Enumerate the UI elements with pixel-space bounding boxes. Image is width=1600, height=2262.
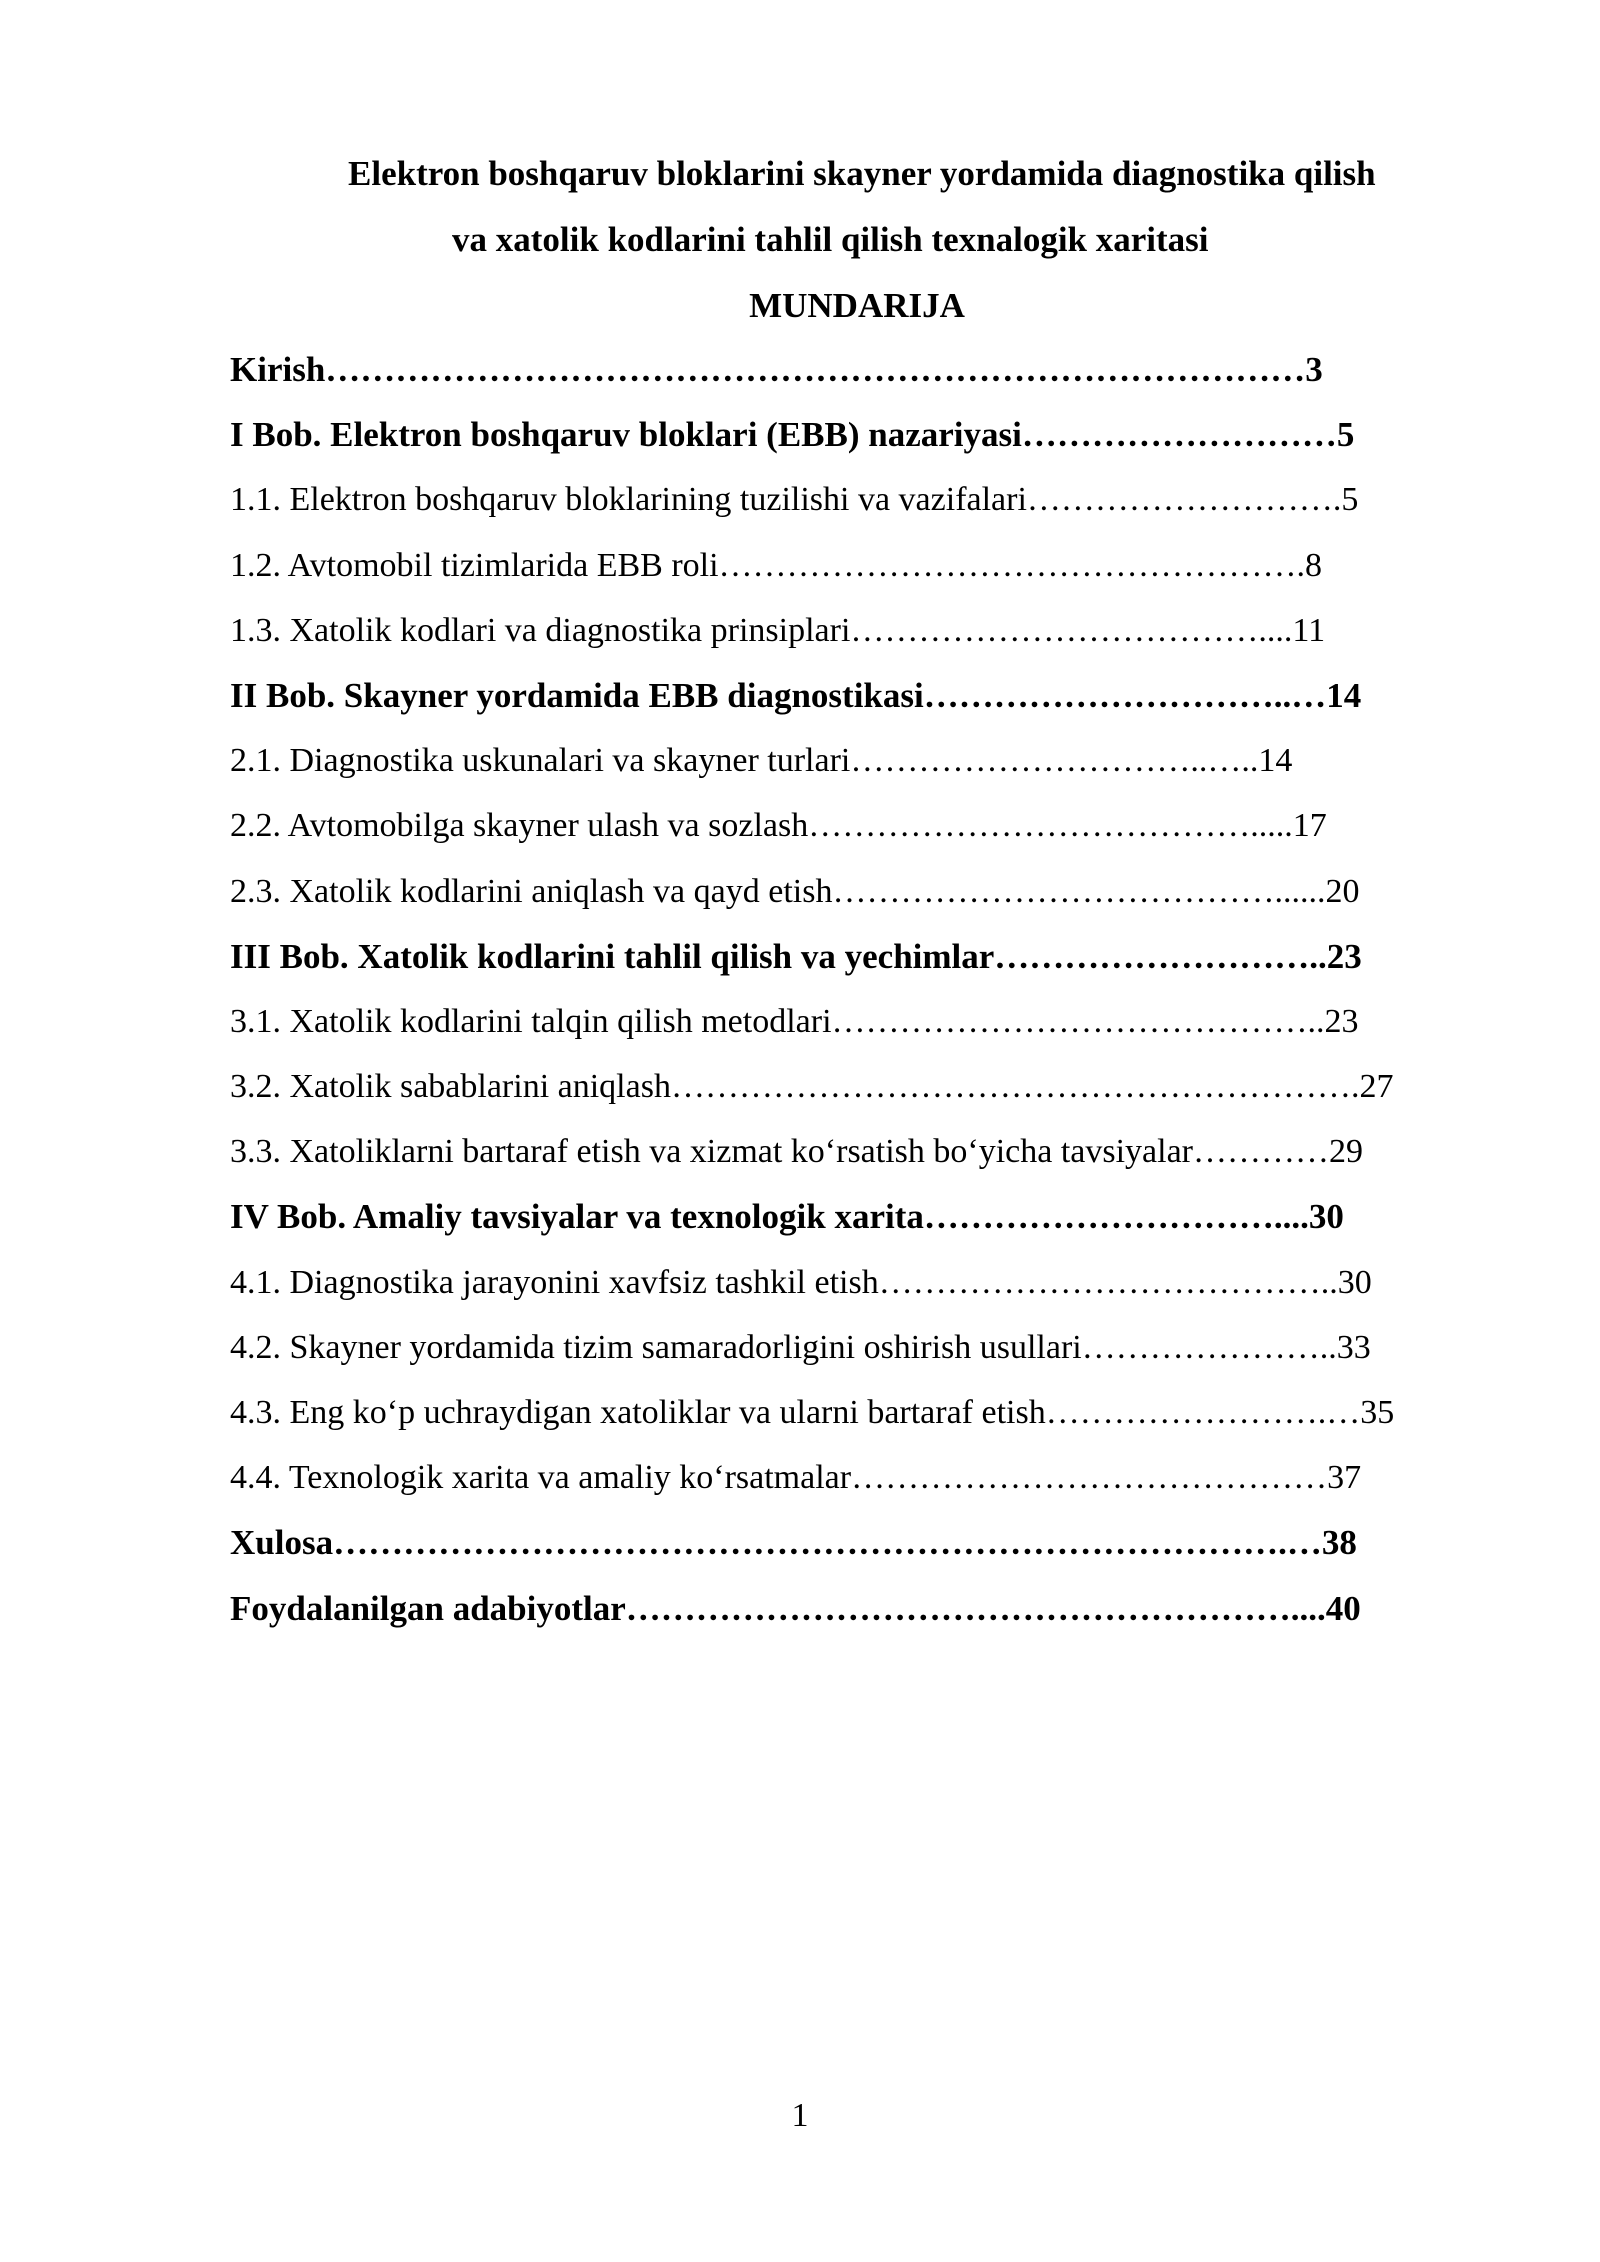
toc-entry-xulosa: Xulosa……………………………………………………………………….…38 <box>230 1523 1357 1563</box>
toc-entry-2-2: 2.2. Avtomobilga skayner ulash va sozlash………………………………….....17 <box>230 807 1327 845</box>
toc-entry-chapter-4: IV Bob. Amaliy tavsiyalar va texnologik xarita…………………………....30 <box>230 1197 1344 1237</box>
title-line-2: va xatolik kodlarini tahlil qilish texnalogik xaritasi <box>452 220 1209 259</box>
contents-heading: MUNDARIJA <box>749 286 965 325</box>
toc-entry-kirish: Kirish…………………………………………………………………………3 <box>230 350 1323 389</box>
toc-entry-3-2: 3.2. Xatolik sabablarini aniqlash…………………………………………………….27 <box>230 1068 1394 1106</box>
table-of-contents <box>230 348 1490 1652</box>
toc-entry-3-1: 3.1. Xatolik kodlarini talqin qilish metodlari……………………………………..23 <box>230 1002 1359 1040</box>
toc-entry-1-1: 1.1. Elektron boshqaruv bloklarining tuzilishi va vazifalari……………………….5 <box>230 481 1359 519</box>
toc-entry-adabiyotlar: Foydalanilgan adabiyotlar…………………………………………………....40 <box>230 1588 1361 1628</box>
toc-entry-3-3: 3.3. Xatoliklarni bartaraf etish va xizmat ko‘rsatish bo‘yicha tavsiyalar…………29 <box>230 1133 1364 1171</box>
toc-entry-4-2: 4.2. Skayner yordamida tizim samaradorligini oshirish usullari…………………..33 <box>230 1328 1371 1366</box>
toc-entry-4-3: 4.3. Eng ko‘p uchraydigan xatoliklar va ularni bartaraf etish…………………….…35 <box>230 1394 1395 1431</box>
title-line-1: Elektron boshqaruv bloklarini skayner yordamida diagnostika qilish <box>348 154 1376 193</box>
toc-entry-chapter-3: III Bob. Xatolik kodlarini tahlil qilish va yechimlar………………………..23 <box>230 936 1362 976</box>
toc-entry-chapter-1: I Bob. Elektron boshqaruv bloklari (EBB) nazariyasi………………………5 <box>230 415 1355 455</box>
toc-entry-1-3: 1.3. Xatolik kodlari va diagnostika prinsiplari………………………………....11 <box>230 611 1326 649</box>
toc-entry-4-1: 4.1. Diagnostika jarayonini xavfsiz tashkil etish…………………………………..30 <box>230 1263 1372 1301</box>
toc-entry-1-2: 1.2. Avtomobil tizimlarida EBB roli…………………………………………….8 <box>230 546 1323 584</box>
toc-entry-2-3: 2.3. Xatolik kodlarini aniqlash va qayd etish…………………………………......20 <box>230 872 1360 910</box>
toc-entry-chapter-2: II Bob. Skayner yordamida EBB diagnostikasi…………………………..…14 <box>230 675 1362 715</box>
toc-entry-2-1: 2.1. Diagnostika uskunalari va skayner turlari…………………………..…..14 <box>230 742 1293 780</box>
toc-entry-4-4: 4.4. Texnologik xarita va amaliy ko‘rsatmalar……………………………………37 <box>230 1459 1362 1497</box>
page-number: 1 <box>791 2097 809 2134</box>
